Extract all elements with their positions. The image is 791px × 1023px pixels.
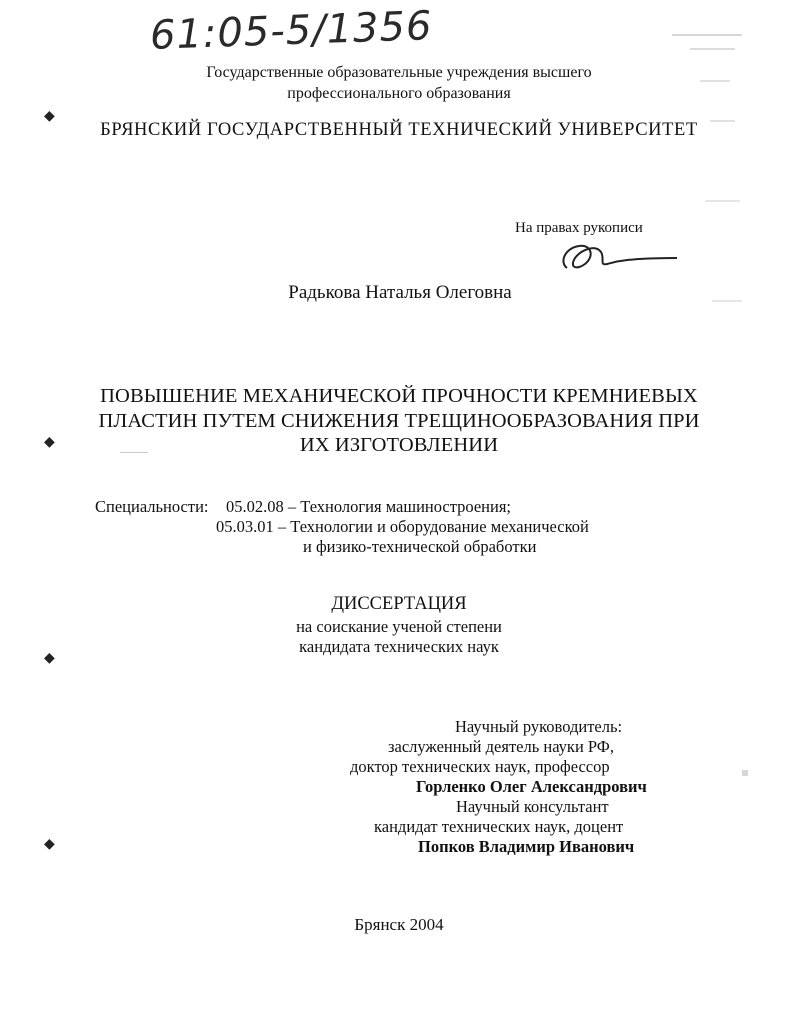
supervisor-name: Горленко Олег Александрович bbox=[416, 777, 647, 796]
thesis-title-line-3: ИХ ИЗГОТОВЛЕНИИ bbox=[299, 434, 499, 456]
supervisor-title-1: заслуженный деятель науки РФ, bbox=[388, 737, 614, 756]
dissertation-line-1: на соискание ученой степени bbox=[296, 617, 502, 636]
university-name: БРЯНСКИЙ ГОСУДАРСТВЕННЫЙ ТЕХНИЧЕСКИЙ УНИВЕРСИТЕТ bbox=[100, 120, 698, 140]
margin-mark-icon: ◆ bbox=[44, 651, 55, 666]
dissertation-line-2: кандидата технических наук bbox=[299, 637, 499, 656]
supervisor-title-2: доктор технических наук, профессор bbox=[350, 757, 610, 776]
margin-mark-icon: ◆ bbox=[44, 435, 55, 450]
specialties-label: Специальности: bbox=[95, 497, 209, 516]
institution-line-1: Государственные образовательные учреждения высшего bbox=[206, 64, 592, 81]
thesis-title-line-2: ПЛАСТИН ПУТЕМ СНИЖЕНИЯ ТРЕЩИНООБРАЗОВАНИЯ ПРИ bbox=[98, 410, 700, 432]
consultant-title: кандидат технических наук, доцент bbox=[374, 817, 624, 836]
specialty-2: 05.03.01 – Технологии и оборудование механической bbox=[216, 517, 589, 536]
specialty-2-cont: и физико-технической обработки bbox=[303, 537, 537, 556]
institution-line-2: профессионального образования bbox=[287, 85, 511, 102]
author-name: Радькова Наталья Олеговна bbox=[288, 282, 512, 303]
rights-note: На правах рукописи bbox=[515, 220, 643, 236]
margin-mark-icon: ◆ bbox=[44, 837, 55, 852]
specialty-1: 05.02.08 – Технология машиностроения; bbox=[226, 497, 511, 516]
city-year: Брянск 2004 bbox=[354, 915, 444, 934]
consultant-role: Научный консультант bbox=[456, 797, 609, 816]
supervisor-role: Научный руководитель: bbox=[455, 717, 623, 736]
handwritten-archive-code: 61:05-5/1356 bbox=[149, 3, 434, 59]
consultant-name: Попков Владимир Иванович bbox=[418, 837, 635, 856]
dissertation-heading: ДИССЕРТАЦИЯ bbox=[331, 594, 467, 614]
signature bbox=[555, 238, 685, 278]
thesis-title-line-1: ПОВЫШЕНИЕ МЕХАНИЧЕСКОЙ ПРОЧНОСТИ КРЕМНИЕВЫХ bbox=[100, 385, 698, 407]
margin-mark-icon: ◆ bbox=[44, 109, 55, 124]
